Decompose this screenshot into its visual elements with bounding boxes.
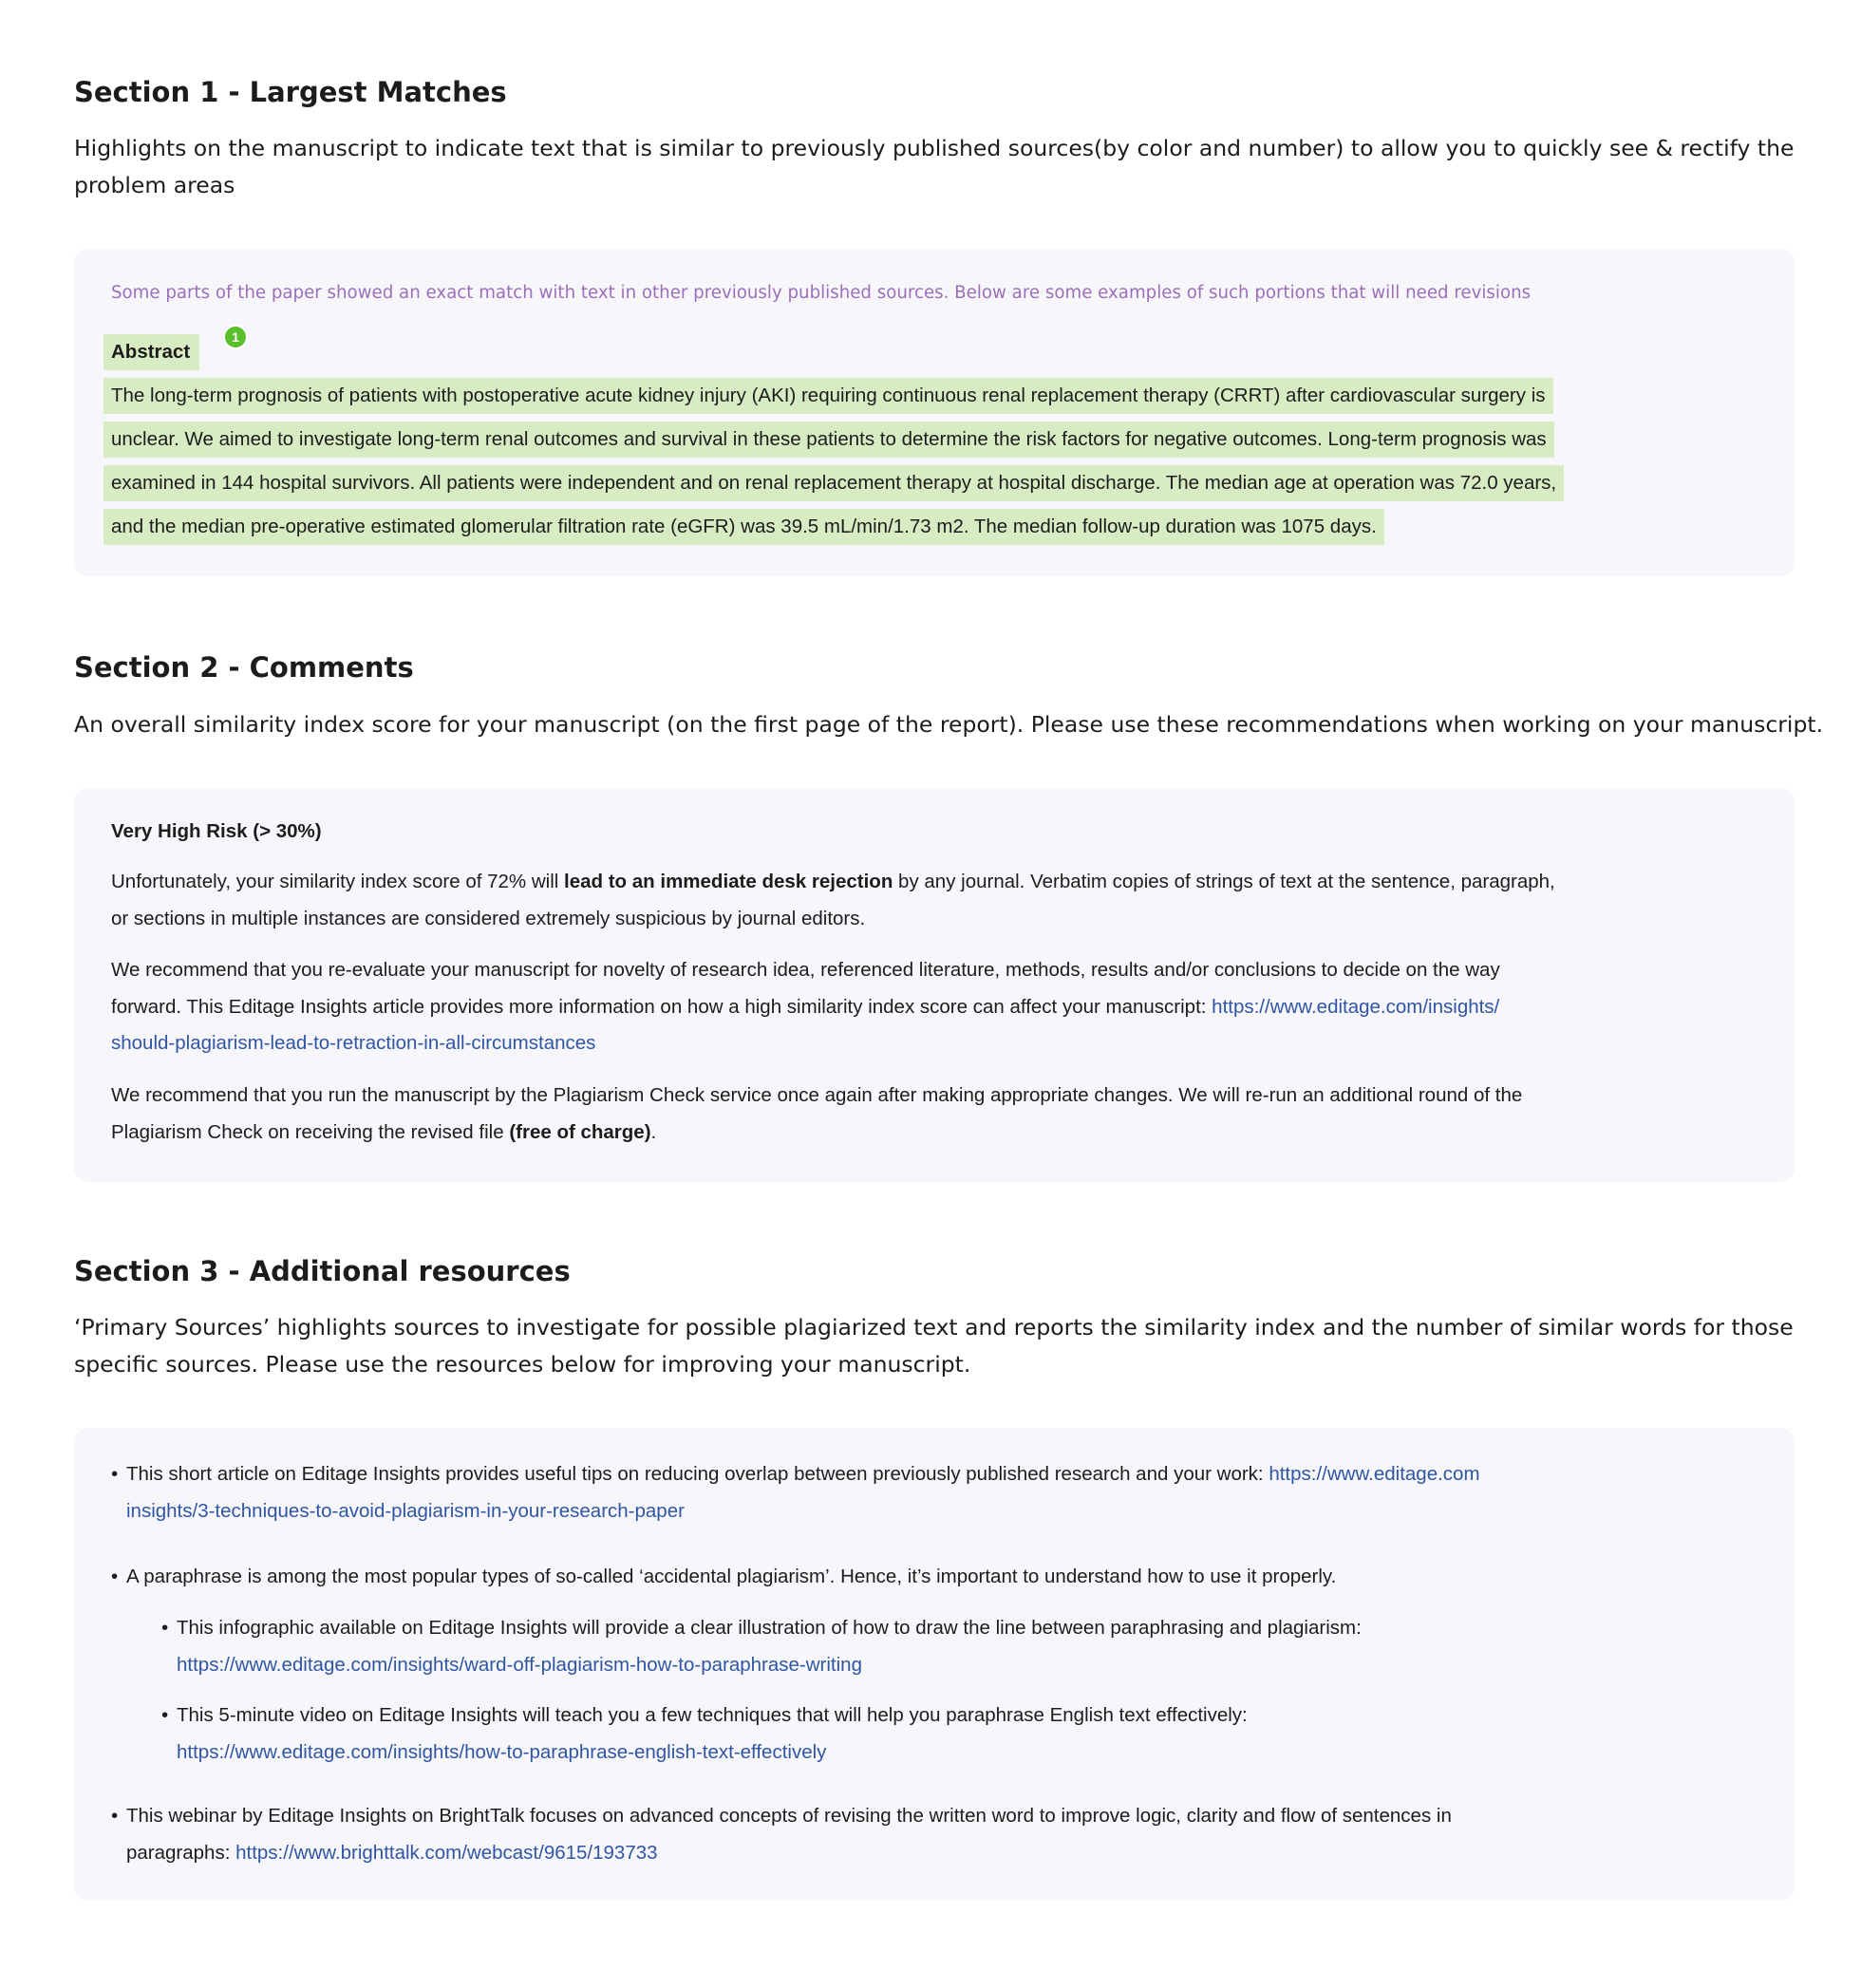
paraphrase-video-link[interactable]: https://www.editage.com/insights/how-to-paraphrase-english-text-effectively (177, 1740, 827, 1763)
highlighted-match-line: unclear. We aimed to investigate long-term renal outcomes and survival in these patients to determine the risk factors for negative outcomes. Long-term prognosis was (103, 422, 1554, 458)
bullet-icon: • (161, 1617, 169, 1639)
section1-description-line2: problem areas (74, 172, 235, 198)
re-run-paragraph (111, 1078, 1649, 1151)
retraction-article-link-continued[interactable]: should-plagiarism-lead-to-retraction-in-all-circumstances (111, 1032, 596, 1054)
list-item-line: A paraphrase is among the most popular types of so-called ‘accidental plagiarism’. Hence, it’s important to understand how to use it properly. (126, 1566, 1337, 1587)
list-item-line: This webinar by Editage Insights on BrightTalk focuses on advanced concepts of revising the written word to improve logic, clarity and flow of sentences in (126, 1805, 1452, 1827)
resource-list-item (111, 1798, 1649, 1874)
overlap-tips-link[interactable]: https://www.editage.com (1269, 1463, 1480, 1485)
list-item-line (126, 1493, 1480, 1530)
highlighted-match-line: The long-term prognosis of patients with postoperative acute kidney injury (AKI) requiring continuous renal replacement therapy (CRRT) after cardiovascular surgery is (103, 378, 1553, 414)
exact-match-note: Some parts of the paper showed an exact match with text in other previously published sources. Below are some examples of such portions that will need revisions (111, 283, 1532, 303)
list-item-line: This 5-minute video on Editage Insights will teach you a few techniques that will help you paraphrase English text effectively: (177, 1704, 1248, 1726)
paragraph-line: We recommend that you re-evaluate your manuscript for novelty of research idea, referenced literature, methods, results and/or conclusions to decide on the way (111, 959, 1500, 981)
desk-rejection-emphasis: lead to an immediate desk rejection (564, 871, 893, 892)
section2-description: An overall similarity index score for your manuscript (on the first page of the report). Please use these recommendations when working on your manuscript. (74, 711, 1824, 738)
bullet-icon: • (111, 1805, 119, 1827)
resource-sub-list-item (161, 1697, 1643, 1773)
bullet-icon: • (161, 1704, 169, 1726)
resource-list-item (111, 1559, 1649, 1597)
paragraph-line (111, 1025, 1649, 1062)
section2-title: Section 2 - Comments (74, 651, 414, 684)
list-item-line: This infographic available on Editage Insights will provide a clear illustration of how to draw the line between paraphrasing and plagiarism: (177, 1617, 1362, 1639)
list-item-line (177, 1735, 1248, 1772)
text-span: This short article on Editage Insights provides useful tips on reducing overlap between previously published research and your work: (126, 1463, 1269, 1485)
resource-list-item (111, 1456, 1649, 1532)
resource-item-text (177, 1610, 1362, 1683)
text-span: . (650, 1120, 657, 1143)
paragraph-line (111, 1115, 1649, 1152)
risk-level-title: Very High Risk (> 30%) (111, 820, 322, 842)
re-evaluate-paragraph (111, 952, 1649, 1062)
resource-item-text (126, 1798, 1452, 1871)
free-of-charge-emphasis: (free of charge) (509, 1120, 651, 1143)
list-item-line (126, 1456, 1480, 1493)
retraction-article-link[interactable]: https://www.editage.com/insights/ (1212, 995, 1500, 1018)
highlighted-match-line: and the median pre-operative estimated glomerular filtration rate (eGFR) was 39.5 mL/min/1.73 m2. The median follow-up duration was 1075 days. (103, 509, 1384, 545)
list-item-line (177, 1647, 1362, 1684)
text-span: Plagiarism Check on receiving the revised file (111, 1120, 510, 1143)
text-span: Unfortunately, your similarity index score of 72% will (111, 871, 564, 892)
section3-description-line1: ‘Primary Sources’ highlights sources to investigate for possible plagiarized text and reports the similarity index and the number of similar words for those (74, 1314, 1794, 1341)
bullet-icon: • (111, 1566, 119, 1587)
paragraph-line (111, 989, 1649, 1026)
resource-item-text (126, 1456, 1480, 1529)
largest-matches-card (74, 249, 1795, 576)
section3-title: Section 3 - Additional resources (74, 1255, 571, 1287)
section1-title: Section 1 - Largest Matches (74, 76, 507, 108)
brighttalk-webinar-link[interactable]: https://www.brighttalk.com/webcast/9615/193733 (235, 1841, 658, 1864)
desk-rejection-paragraph (111, 864, 1649, 937)
section1-description-line1: Highlights on the manuscript to indicate text that is similar to previously published sources(by color and number) to allow you to quickly see & rectify the (74, 135, 1795, 161)
paraphrase-infographic-link[interactable]: https://www.editage.com/insights/ward-off-plagiarism-how-to-paraphrase-writing (177, 1653, 862, 1676)
text-span: paragraphs: (126, 1841, 236, 1864)
resource-item-text (126, 1559, 1336, 1596)
bullet-icon: • (111, 1463, 119, 1485)
overlap-tips-link-continued[interactable]: insights/3-techniques-to-avoid-plagiarism-in-your-research-paper (126, 1499, 685, 1522)
highlighted-match-line: examined in 144 hospital survivors. All patients were independent and on renal replacement therapy at hospital discharge. The median age at operation was 72.0 years, (103, 465, 1564, 501)
list-item-line (126, 1835, 1452, 1872)
resources-card (74, 1428, 1795, 1901)
resource-item-text (177, 1697, 1248, 1771)
resource-sub-list-item (161, 1610, 1643, 1686)
abstract-label: Abstract (103, 334, 199, 370)
section3-description-line2: specific sources. Please use the resources below for improving your manuscript. (74, 1351, 971, 1378)
comments-card (74, 788, 1795, 1182)
paragraph-line: We recommend that you run the manuscript by the Plagiarism Check service once again after making appropriate changes. We will re-run an additional round of the (111, 1084, 1523, 1106)
text-span: by any journal. Verbatim copies of strings of text at the sentence, paragraph, (893, 871, 1555, 892)
section3-description (74, 1309, 1795, 1383)
match-number-badge[interactable]: 1 (223, 325, 248, 349)
section1-description (74, 130, 1795, 204)
paragraph-line (111, 864, 1649, 901)
text-span: forward. This Editage Insights article provides more information on how a high similarity index score can affect your manuscript: (111, 995, 1212, 1018)
paragraph-line: or sections in multiple instances are considered extremely suspicious by journal editors. (111, 907, 866, 929)
